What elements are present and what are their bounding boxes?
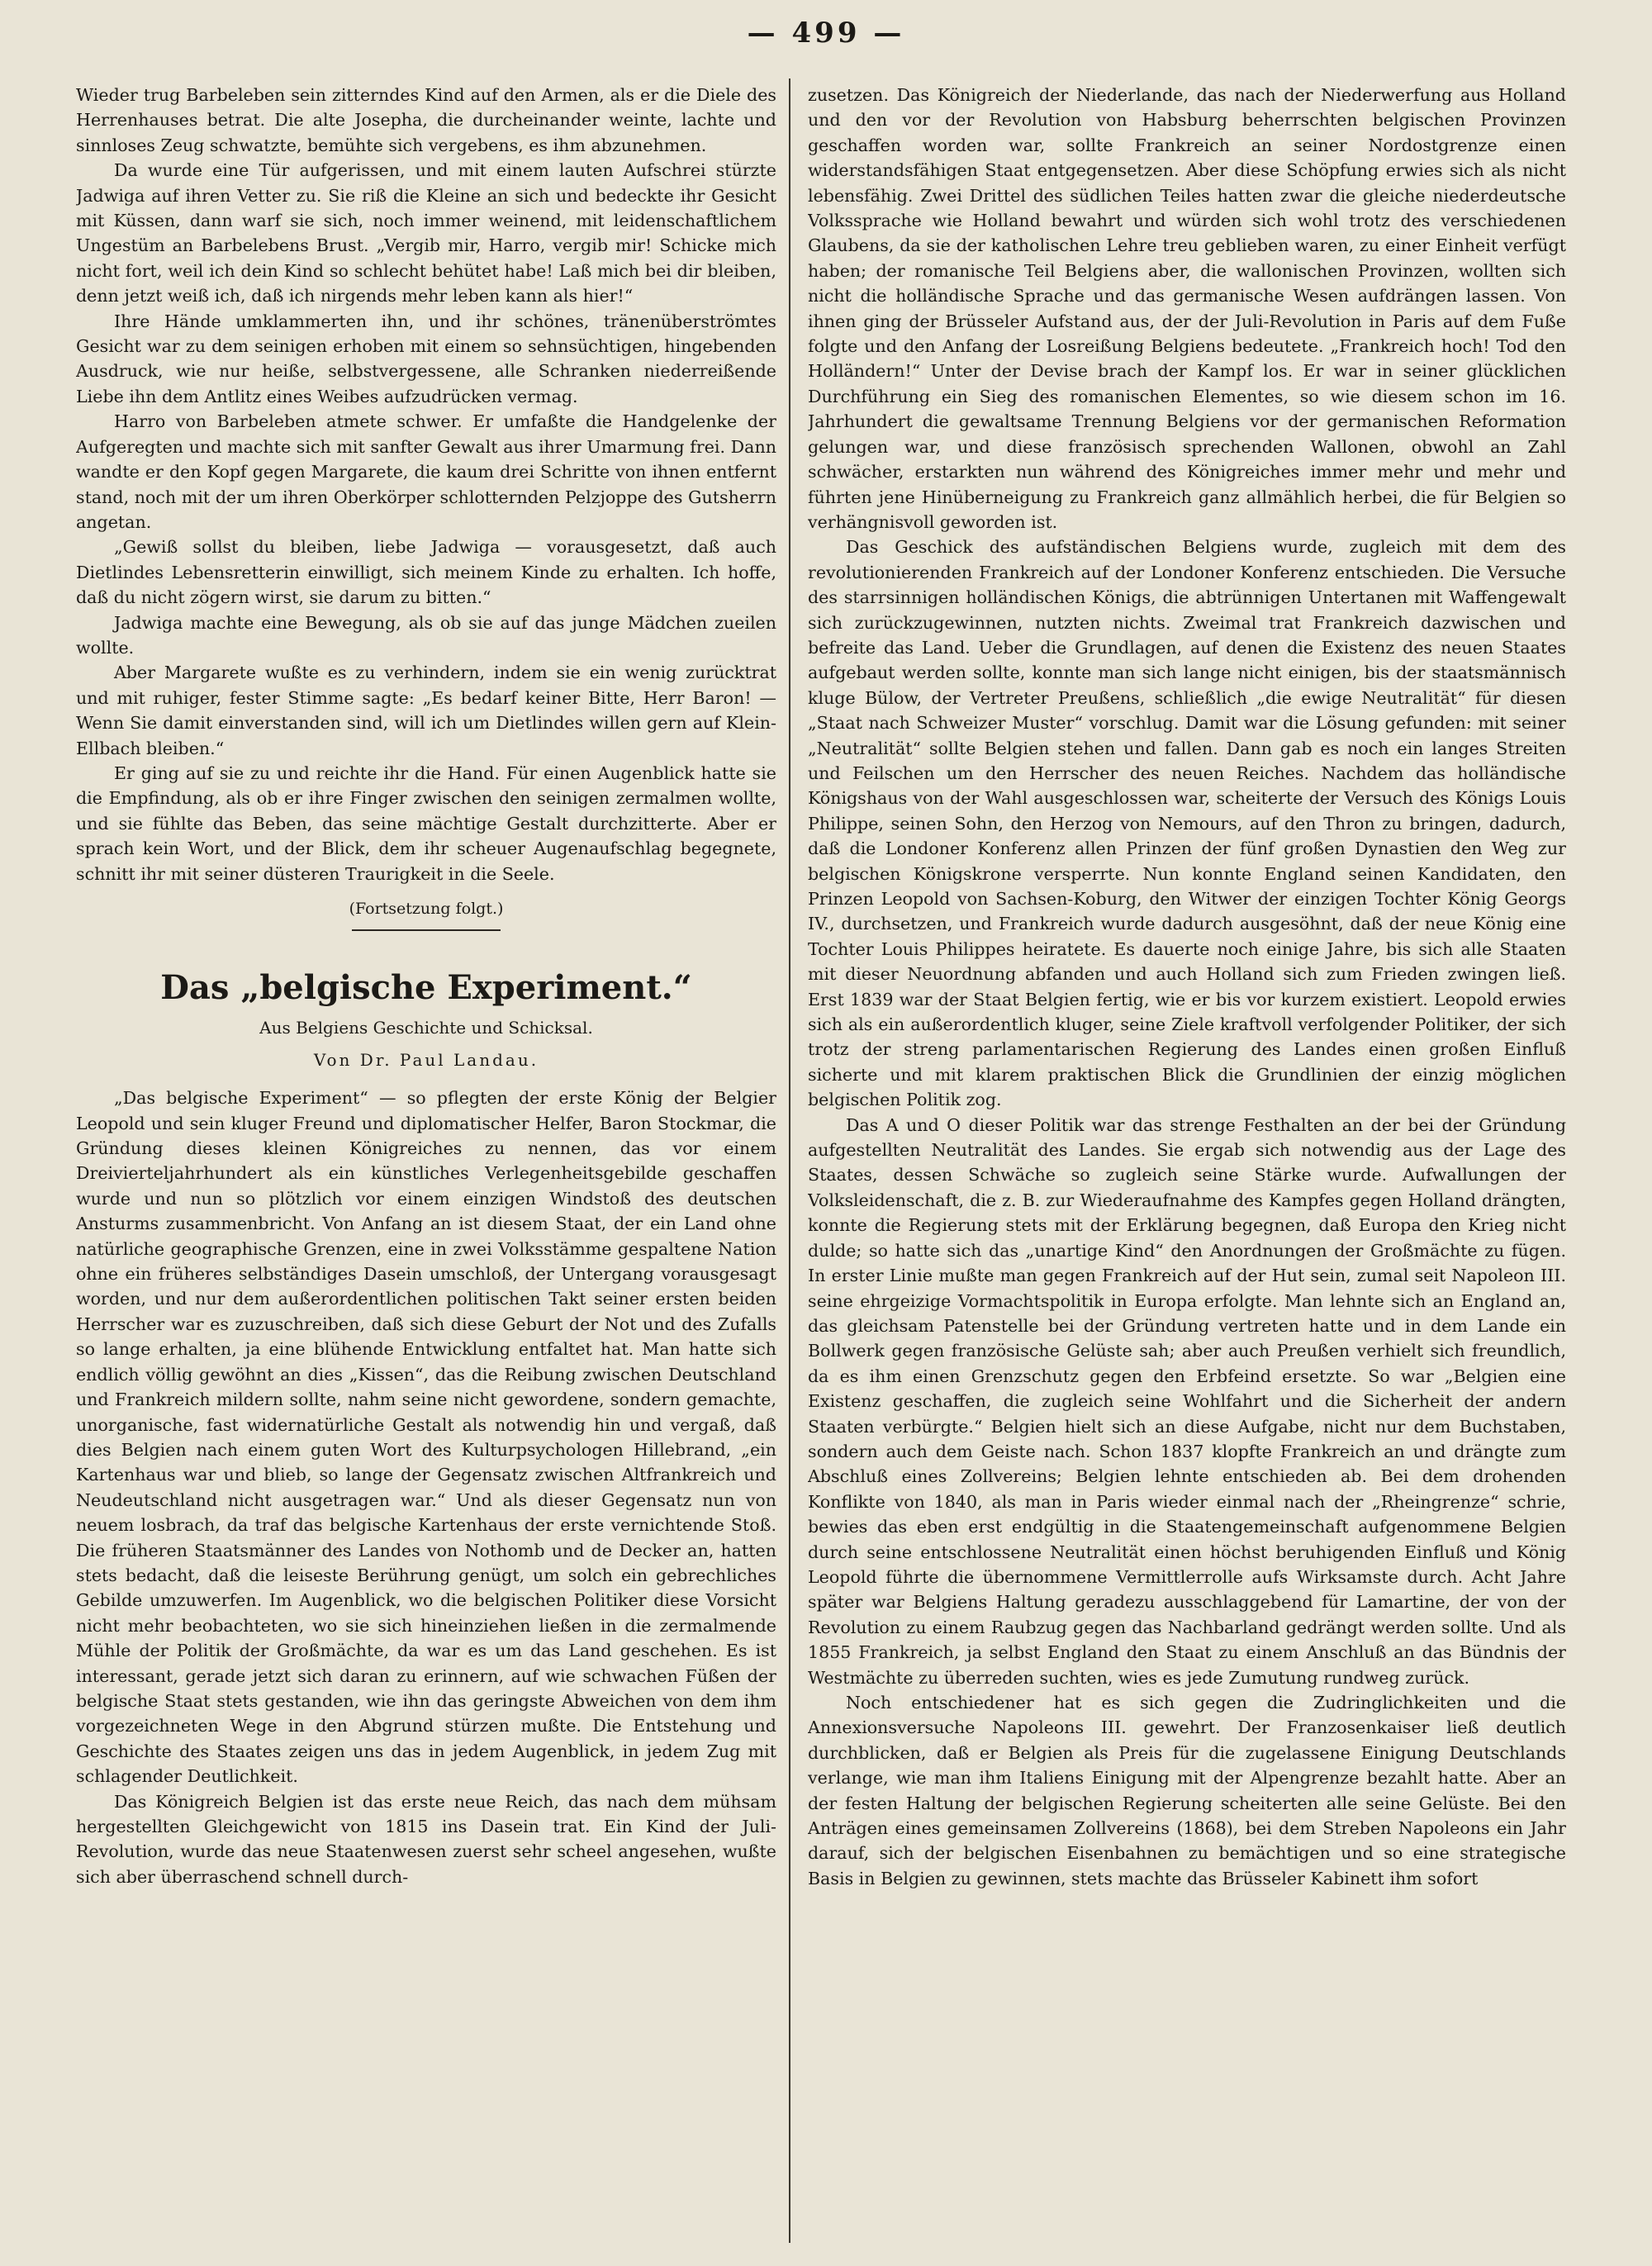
article-paragraph: „Das belgische Experiment“ — so pflegten der erste König der Belgier Leopold und sein kluger Freund und diplomatischer Helfer, Baron Stockmar, die Gründung dieses kleinen Königreiches zu nennen, das vor einem Dreivierteljahrhundert als ein künstliches Verlegenheitsgebilde geschaffen wurde und nun so plötzlich vor einem einzigen Windstoß des deutschen Ansturms zusammenbricht. Von Anfang an ist diesem Staat, der ein Land ohne natürliche geographische Grenzen, eine in zwei Volksstämme gespaltene Nation ohne ein früheres selbständiges Dasein umschloß, der Untergang vorausgesagt worden, und nur dem außerordentlichen politischen Takt seiner ersten beiden Herrscher war es zuzuschreiben, daß sich diese Geburt der Not und des Zufalls so lange erhalten, ja eine blühende Entwicklung entfaltet hat. Man hatte sich endlich völlig gewöhnt an dies „Kissen“, das die Reibung zwischen Deutschland und Frankreich mildern sollte, nahm seine nicht gewordene, sondern gemachte, unorganische, fast widernatürliche Gestalt als notwendig hin und vergaß, daß dies Belgien nach einem guten Wort des Kulturpsychologen Hillebrand, „ein Kartenhaus war und blieb, so lange der Gegensatz zwischen Altfrankreich und Neudeutschland nicht ausgetragen war.“ Und als dieser Gegensatz nun von neuem losbrach, da traf das belgische Kartenhaus der erste vernichtende Stoß. Die früheren Staatsmänner des Landes von Nothomb und de Decker an, hatten stets bedacht, daß die leiseste Berührung genügt, um solch ein gebrechliches Gebilde umzuwerfen. Im Augenblick, wo die belgischen Politiker diese Vorsicht nicht mehr beobachteten, wo sie sich hineinziehen ließen in die zermalmende Mühle der Politik der Großmächte, da war es um das Land geschehen. Es ist interessant, gerade jetzt sich daran zu erinnern, auf wie schwachen Füßen der belgische Staat stets gestanden, wie ihn das geringste Abweichen von dem ihm vorgezeichneten Wege in den Abgrund stürzen mußte. Die Entstehung und Geschichte des Staates zeigen uns das in jedem Augenblick, in jedem Zug mit schlagender Deutlichkeit. xyxy=(76,1088,776,1787)
section-divider xyxy=(352,929,501,931)
article-title: Das „belgische Experiment.“ xyxy=(160,968,692,1008)
page-number: — 499 — xyxy=(747,17,905,50)
left-column xyxy=(76,83,776,2241)
article-author: Von Dr. Paul Landau. xyxy=(313,1049,539,1070)
novel-paragraph: Harro von Barbeleben atmete schwer. Er umfaßte die Handgelenke der Aufgeregten und machte sich mit sanfter Gewalt aus ihrer Umarmung frei. Dann wandte er den Kopf gegen Margarete, die kaum drei Schritte von ihnen entfernt stand, noch mit der um ihren Oberkörper schlotternden Pelzjoppe des Gutsherrn angetan. xyxy=(76,411,776,532)
column-rule xyxy=(789,78,790,2243)
novel-paragraph: Aber Margarete wußte es zu verhindern, indem sie ein wenig zurücktrat und mit ruhiger, fester Stimme sagte: „Es bedarf keiner Bitte, Herr Baron! — Wenn Sie damit einverstanden sind, will ich um Dietlindes willen gern auf Klein-Ellbach bleiben.“ xyxy=(76,663,776,758)
article-paragraph: Das A und O dieser Politik war das strenge Festhalten an der bei der Gründung aufgestellten Neutralität des Landes. Sie ergab sich notwendig aus der Lage des Staates, dessen Schwäche so zugleich seine Stärke wurde. Aufwallungen der Volksleidenschaft, die z. B. zur Wiederaufnahme des Kampfes gegen Holland drängten, konnte die Regierung stets mit der Erklärung begegnen, daß Europa den Krieg nicht dulde; so hatte sich das „unartige Kind“ den Anordnungen der Großmächte zu fügen. In erster Linie mußte man gegen Frankreich auf der Hut sein, zumal seit Napoleon III. seine ehrgeizige Vormachtspolitik in Europa erfolgte. Man lehnte sich an England an, das gleichsam Patenstelle bei der Gründung vertreten hatte und in dem Lande ein Bollwerk gegen französische Gelüste sah; aber auch Preußen verhielt sich freundlich, da es ihm einen Grenzschutz gegen den Erbfeind ersetzte. So war „Belgien eine Existenz geschaffen, die zugleich seine Wohlfahrt und die Sicherheit der andern Staaten verbürgte.“ Belgien hielt sich an diese Aufgabe, nicht nur dem Buchstaben, sondern auch dem Geiste nach. Schon 1837 klopfte Frankreich an und drängte zum Abschluß eines Zollvereins; Belgien lehnte entschieden ab. Bei dem drohenden Konflikte von 1840, als man in Paris wieder einmal nach der „Rheingrenze“ schrie, bewies das eben erst endgültig in die Staatengemeinschaft aufgenommene Belgien durch seine entschlossene Neutralität einen höchst beruhigenden Einfluß und König Leopold führte die übernommene Vermittlerrolle aufs Wirksamste durch. Acht Jahre später war Belgiens Haltung geradezu ausschlaggebend für Lamartine, der von der Revolution zu einem Raubzug gegen das Nachbarland gedrängt werden sollte. Und als 1855 Frankreich, ja selbst England den Staat zu einem Anschluß an das Bündnis der Westmächte zu überreden suchten, wies es jede Zumutung rundweg zurück. xyxy=(808,1114,1566,1688)
article-subtitle: Aus Belgiens Geschichte und Schicksal. xyxy=(259,1018,593,1038)
article-paragraph: Das Königreich Belgien ist das erste neue Reich, das nach dem mühsam hergestellten Gleichgewicht von 1815 ins Dasein trat. Ein Kind der Juli-Revolution, wurde das neue Staatenwesen zuerst sehr scheel angesehen, wußte sich aber überraschend schnell durch- xyxy=(76,1791,776,1887)
novel-paragraph: Wieder trug Barbeleben sein zitterndes Kind auf den Armen, als er die Diele des Herrenhauses betrat. Die alte Josepha, die durcheinander weinte, lachte und sinnloses Zeug schwatzte, bemühte sich vergebens, es ihm abzunehmen. xyxy=(76,85,776,155)
right-column xyxy=(808,83,1566,2241)
article-paragraph: Noch entschiedener hat es sich gegen die Zudringlichkeiten und die Annexionsversuche Napoleons III. gewehrt. Der Franzosenkaiser ließ deutlich durchblicken, daß er Belgien als Preis für die zugelassene Einigung Deutschlands verlange, wie man ihm Italiens Einigung mit der Alpengrenze bezahlt hatte. Aber an der festen Haltung der belgischen Regierung scheiterten alle seine Gelüste. Bei den Anträgen eines gemeinsamen Zollvereins (1868), bei dem Streben Napoleons ein Jahr darauf, sich der belgischen Eisenbahnen zu bemächtigen und so eine strategische Basis in Belgien zu gewinnen, stets machte das Brüsseler Kabinett ihm sofort xyxy=(808,1693,1566,1888)
novel-paragraph: Ihre Hände umklammerten ihn, und ihr schönes, tränenüberströmtes Gesicht war zu dem seinigen erhoben mit einem so sehnsüchtigen, hingebenden Ausdruck, wie nur heiße, selbstvergessene, alle Schranken niederreißende Liebe ihn dem Antlitz eines Weibes aufzudrücken vermag. xyxy=(76,311,776,406)
article-paragraph: zusetzen. Das Königreich der Niederlande, das nach der Niederwerfung aus Holland und den vor der Revolution von Habsburg beherrschten belgischen Provinzen geschaffen worden war, sollte Frankreich an seiner Nordostgrenze einen widerstandsfähigen Staat entgegensetzen. Aber diese Schöpfung erwies sich als nicht lebensfähig. Zwei Drittel des südlichen Teiles hatten zwar die gleiche niederdeutsche Volkssprache wie Holland bewahrt und würden sich wohl trotz des verschiedenen Glaubens, da sie der katholischen Lehre treu geblieben waren, zu einer Einheit verfügt haben; der romanische Teil Belgiens aber, die wallonischen Provinzen, wollten sich nicht die holländische Sprache und das germanische Wesen aufdrängen lassen. Von ihnen ging der Brüsseler Aufstand aus, der der Juli-Revolution in Paris auf dem Fuße folgte und den Anfang der Losreißung Belgiens bedeutete. „Frankreich hoch! Tod den Holländern!“ Unter der Devise brach der Kampf los. Er war in seiner glücklichen Durchführung ein Sieg des romanischen Elementes, so wie diesem schon im 16. Jahrhundert die gewaltsame Trennung Belgiens vor der germanischen Reformation gelungen war, und diese französisch sprechenden Wallonen, obwohl an Zahl schwächer, erstarkten nun während des Königreiches immer mehr und mehr und führten jene Hinüberneigung zu Frankreich ganz allmählich herbei, die für Belgien so verhängnisvoll geworden ist. xyxy=(808,85,1566,532)
novel-paragraph: Da wurde eine Tür aufgerissen, und mit einem lauten Aufschrei stürzte Jadwiga auf ihren Vetter zu. Sie riß die Kleine an sich und bedeckte ihr Gesicht mit Küssen, dann warf sie sich, noch immer weinend, mit leidenschaftlichem Ungestüm an Barbelebens Brust. „Vergib mir, Harro, vergib mir! Schicke mich nicht fort, weil ich dein Kind so schlecht behütet habe! Laß mich bei dir bleiben, denn jetzt weiß ich, daß ich nirgends mehr leben kann als hier!“ xyxy=(76,160,776,306)
novel-paragraph: „Gewiß sollst du bleiben, liebe Jadwiga — vorausgesetzt, daß auch Dietlindes Lebensretterin einwilligt, sich meinem Kinde zu erhalten. Ich hoffe, daß du nicht zögern wirst, sie darum zu bitten.“ xyxy=(76,537,776,608)
article-paragraph: Das Geschick des aufständischen Belgiens wurde, zugleich mit dem des revolutionierenden Frankreich auf der Londoner Konferenz entschieden. Die Versuche des starrsinnigen holländischen Königs, die abtrünnigen Untertanen mit Waffengewalt sich zurückzugewinnen, nutzten nichts. Zweimal trat Frankreich dazwischen und befreite das Land. Ueber die Grundlagen, auf denen die Existenz des neuen Staates aufgebaut werden sollte, konnte man sich lange nicht einigen, bis der staatsmännisch kluge Bülow, der Vertreter Preußens, schließlich „die ewige Neutralität“ für diesen „Staat nach Schweizer Muster“ vorschlug. Damit war die Lösung gefunden: mit seiner „Neutralität“ sollte Belgien stehen und fallen. Dann gab es noch ein langes Streiten und Feilschen um den Herrscher des neuen Reiches. Nachdem das holländische Königshaus von der Wahl ausgeschlossen war, scheiterte der Versuch des Königs Louis Philippe, seinen Sohn, den Herzog von Nemours, auf den Thron zu bringen, dadurch, daß die Londoner Konferenz allen Prinzen der fünf großen Dynastien den Weg zur belgischen Königskrone versperrte. Nun konnte England seinen Kandidaten, den Prinzen Leopold von Sachsen-Koburg, den Witwer der einzigen Tochter König Georgs IV., durchsetzen, und Frankreich wurde dadurch ausgesöhnt, daß der neue König eine Tochter Louis Philippes heiratete. Es dauerte noch einige Jahre, bis sich alle Staaten mit dieser Neuordnung abfanden und auch Holland sich zum Frieden zwingen ließ. Erst 1839 war der Staat Belgien fertig, wie er bis vor kurzem existiert. Leopold erwies sich als ein außerordentlich kluger, seine Ziele kraftvoll verfolgender Politiker, der sich trotz der streng parlamentarischen Regierung des Landes einen großen Einfluß sicherte und mit klarem praktischen Blick die Grundlinien der einzig möglichen belgischen Politik zog. xyxy=(808,537,1566,1110)
novel-paragraph: Jadwiga machte eine Bewegung, als ob sie auf das junge Mädchen zueilen wollte. xyxy=(76,612,776,658)
novel-paragraph: Er ging auf sie zu und reichte ihr die Hand. Für einen Augenblick hatte sie die Empfindung, als ob er ihre Finger zwischen den seinigen zermalmen wollte, und sie fühlte das Beben, das seine mächtige Gestalt durchzitterte. Aber er sprach kein Wort, und der Blick, dem ihr scheuer Augenaufschlag begegnete, schnitt ihr mit seiner düsteren Traurigkeit in die Seele. xyxy=(76,762,776,884)
continuation-note: (Fortsetzung folgt.) xyxy=(349,900,504,918)
